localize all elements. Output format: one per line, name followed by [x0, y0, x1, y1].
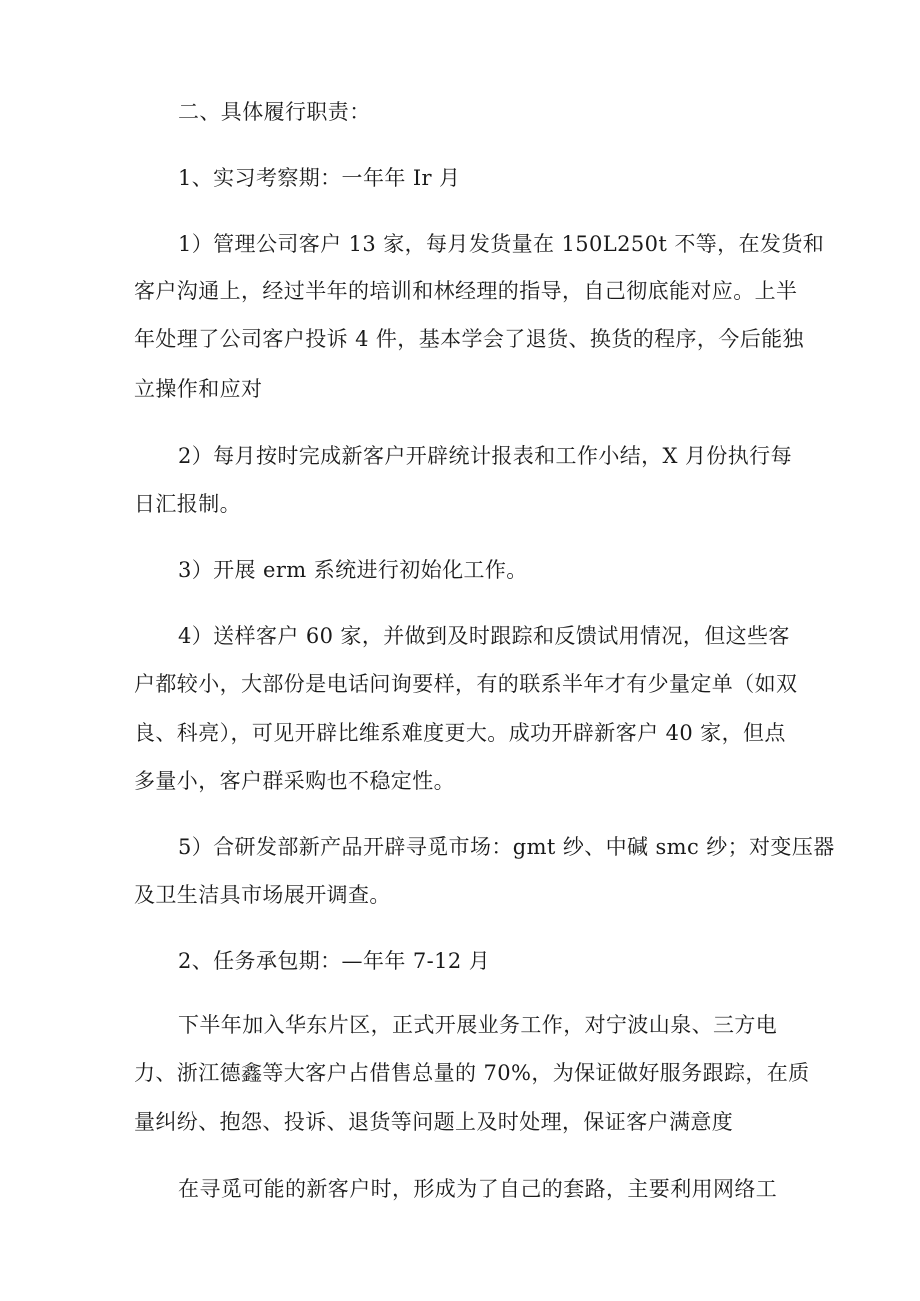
paragraph-line: 客户沟通上，经过半年的培训和林经理的指导，自己彻底能对应。上半 — [134, 279, 798, 303]
paragraph-line: 日汇报制。 — [134, 492, 241, 516]
paragraph-line: 2）每月按时完成新客户开辟统计报表和工作小结，X 月份执行每 — [178, 444, 792, 468]
paragraph-line: 多量小，客户群采购也不稳定性。 — [134, 769, 455, 793]
paragraph-line: 量纠纷、抱怨、投诉、退货等问题上及时处理，保证客户满意度 — [134, 1110, 734, 1134]
section-heading: 二、具体履行职责： — [178, 100, 371, 124]
paragraph-line: 良、科亮），可见开辟比维系难度更大。成功开辟新客户 40 家，但点 — [134, 721, 786, 745]
paragraph-line: 3）开展 erm 系统进行初始化工作。 — [178, 558, 528, 582]
paragraph-line: 立操作和应对 — [134, 377, 263, 401]
paragraph-line: 下半年加入华东片区，正式开展业务工作，对宁波山泉、三方电 — [178, 1013, 778, 1037]
paragraph-line: 年处理了公司客户投诉 4 件，基本学会了退货、换货的程序，今后能独 — [134, 327, 804, 351]
subsection-heading-1: 1、实习考察期：一年年 Ir 月 — [178, 166, 461, 190]
paragraph-line: 力、浙江德鑫等大客户占借售总量的 70%，为保证做好服务跟踪，在质 — [134, 1061, 810, 1085]
paragraph-line: 4）送样客户 60 家，并做到及时跟踪和反馈试用情况，但这些客 — [178, 624, 790, 648]
subsection-heading-2: 2、任务承包期：—年年 7-12 月 — [178, 949, 491, 973]
paragraph-line: 5）合研发部新产品开辟寻觅市场：gmt 纱、中碱 smc 纱；对变压器 — [178, 835, 835, 859]
paragraph-line: 户都较小，大部份是电话问询要样，有的联系半年才有少量定单（如双 — [134, 672, 798, 696]
paragraph-line: 1）管理公司客户 13 家，每月发货量在 150L250t 不等，在发货和 — [178, 232, 825, 256]
paragraph-line: 在寻觅可能的新客户时，形成为了自己的套路，主要利用网络工 — [178, 1177, 778, 1201]
paragraph-line: 及卫生洁具市场展开调查。 — [134, 883, 391, 907]
